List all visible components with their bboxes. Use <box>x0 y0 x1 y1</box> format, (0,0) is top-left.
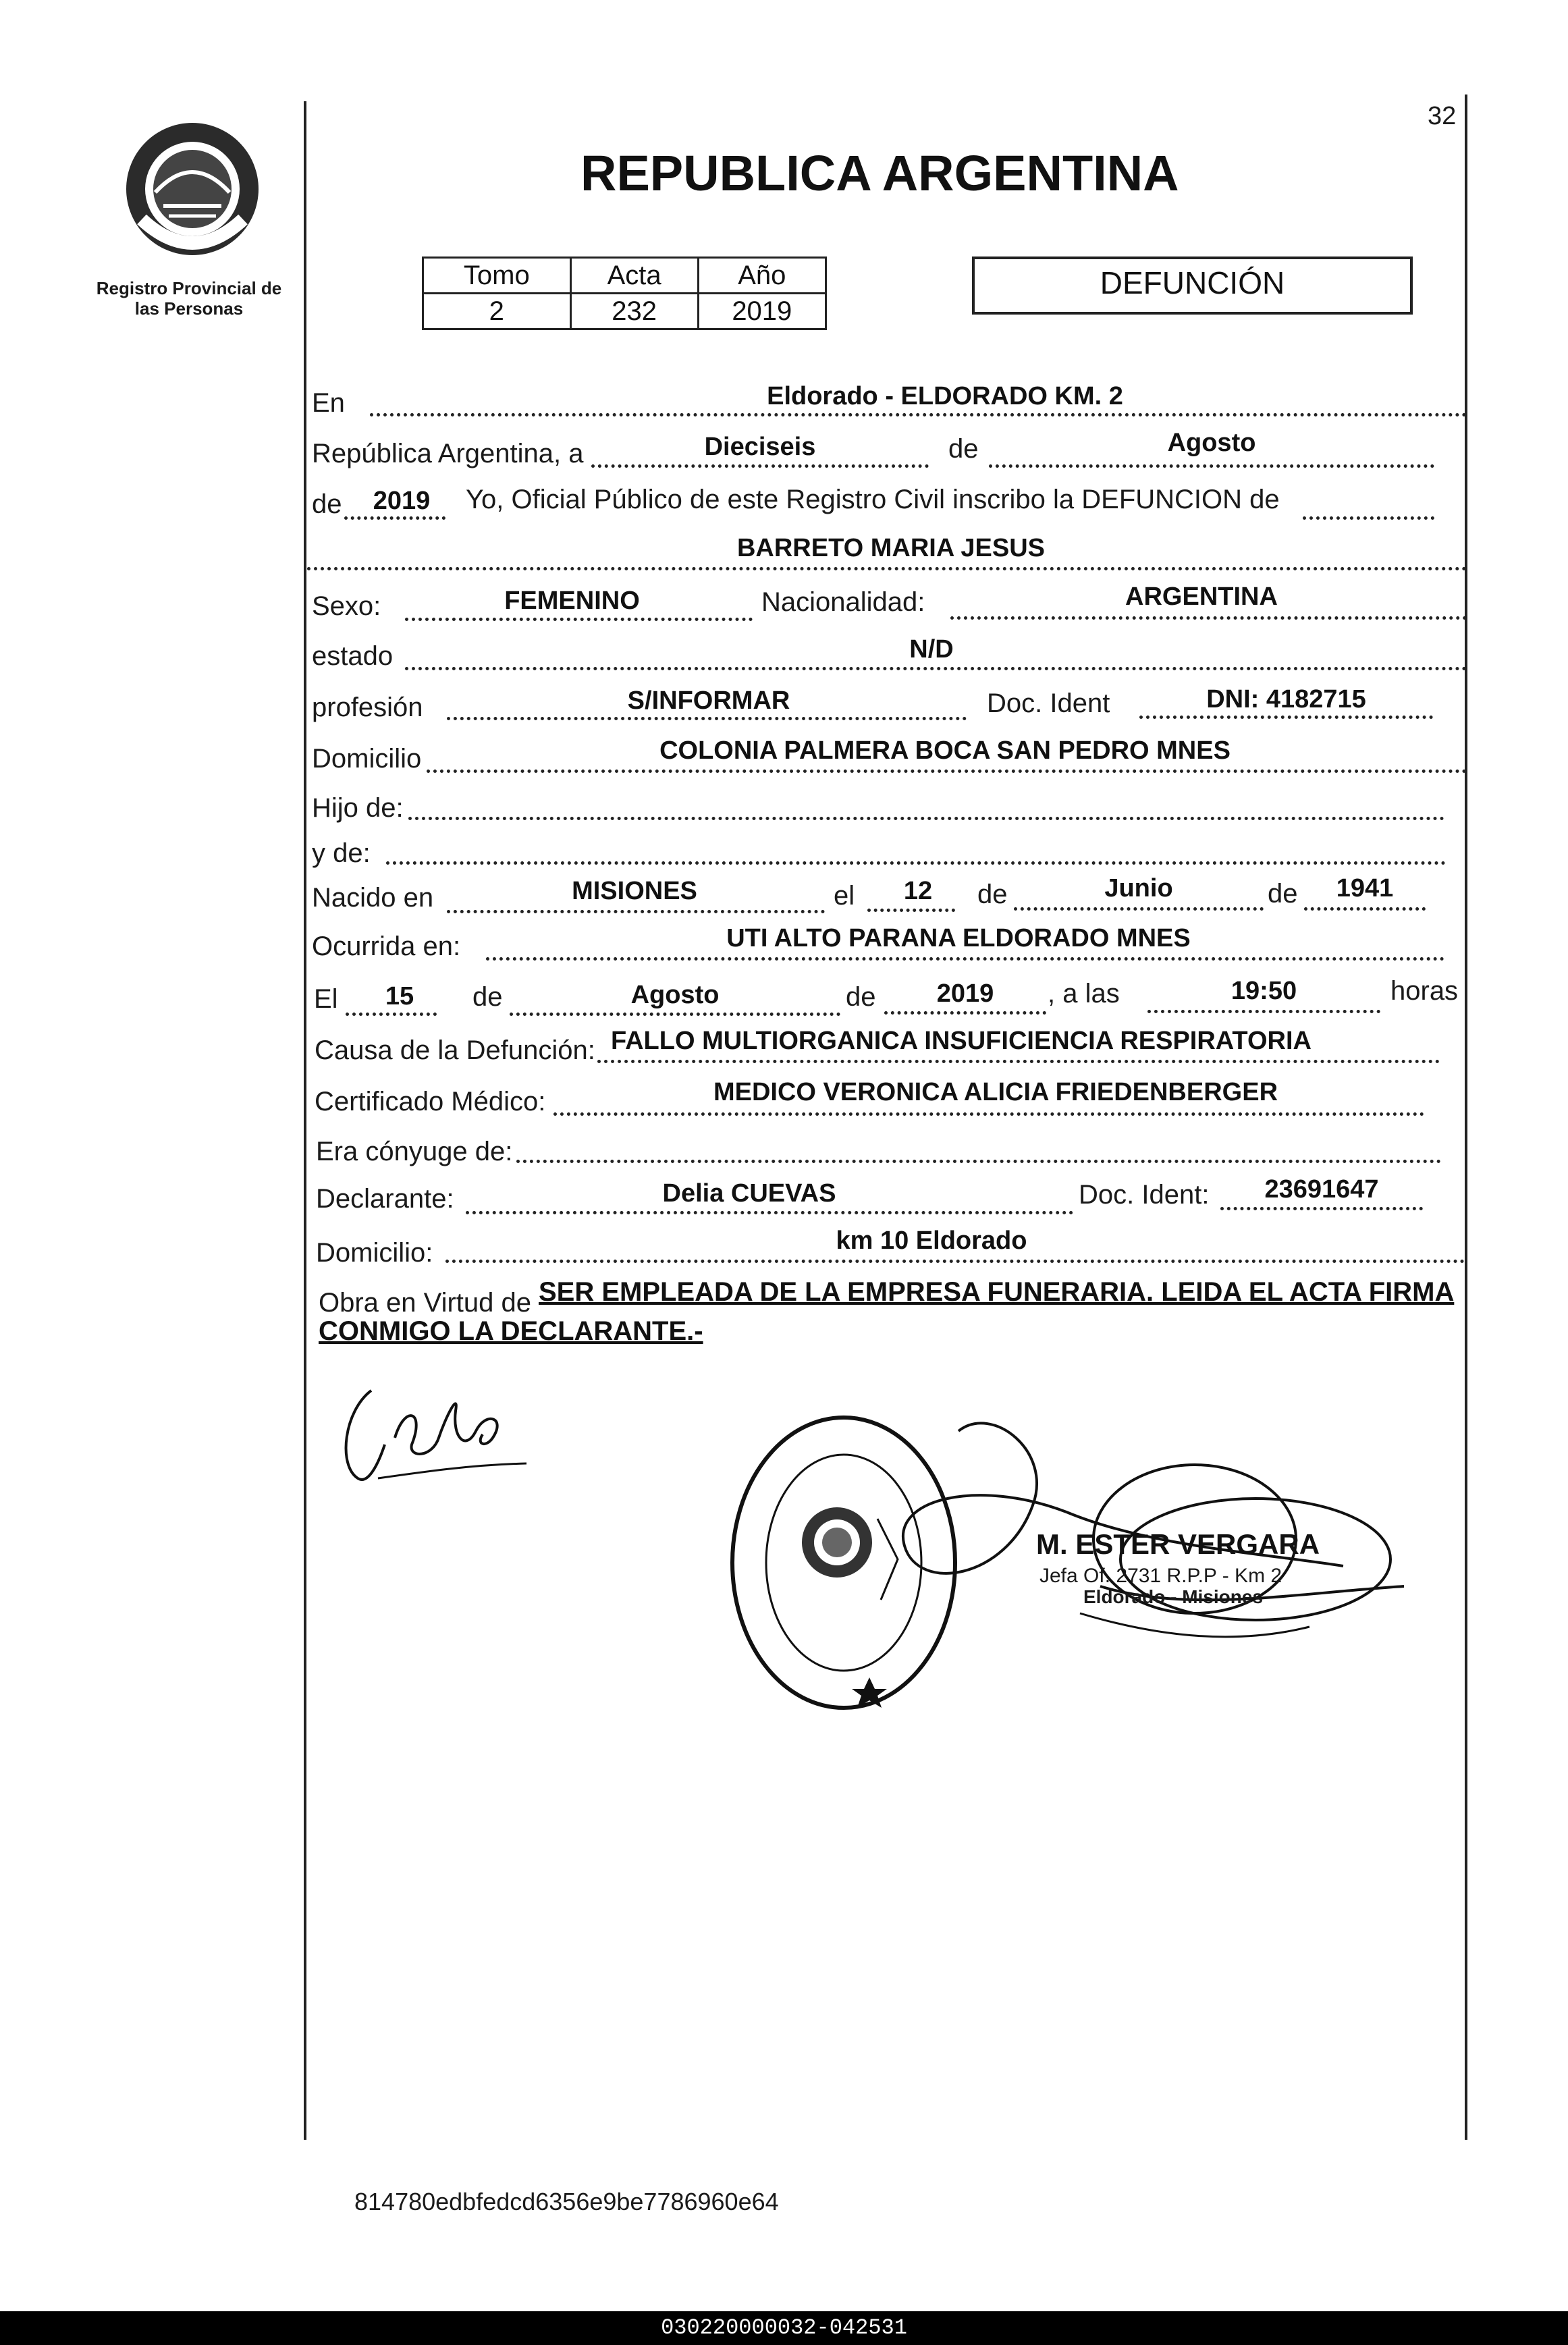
dotline-fallecio-dia <box>346 1013 437 1016</box>
anio-value: 2019 <box>698 294 826 329</box>
label-domicilio: Domicilio <box>312 744 422 774</box>
dotline-fallecio-anio <box>884 1011 1046 1015</box>
label-de-anio: de <box>312 489 342 519</box>
acta-value: 232 <box>570 294 698 329</box>
label-conyuge: Era cónyuge de: <box>316 1137 513 1166</box>
label-profesion: profesión <box>312 693 423 722</box>
label-de-mes: de <box>948 434 979 464</box>
dotline-fallecio-hora <box>1147 1010 1380 1013</box>
dotline-nacido-dia <box>867 909 955 912</box>
label-nacido-de-mes: de <box>977 880 1008 909</box>
dotline-nacido-mes <box>1014 907 1264 911</box>
label-declarante-doc: Doc. Ident: <box>1079 1180 1210 1210</box>
value-fallecio-mes: Agosto <box>630 981 720 1009</box>
dotline-declarante-domicilio <box>445 1260 1465 1263</box>
value-declarante: Delia CUEVAS <box>662 1179 836 1208</box>
page-title: REPUBLICA ARGENTINA <box>580 145 1179 201</box>
label-nacido-en: Nacido en <box>312 883 434 913</box>
misiones-seal-logo <box>115 111 270 260</box>
official-name: M. ESTER VERGARA <box>1036 1528 1320 1560</box>
value-causa: FALLO MULTIORGANICA INSUFICIENCIA RESPIRATORIA <box>611 1027 1312 1055</box>
dotline-defuncion-de <box>1303 516 1434 520</box>
value-estado: N/D <box>909 635 954 664</box>
label-sexo: Sexo: <box>312 591 381 621</box>
dotline-sexo <box>405 618 753 621</box>
dotline-nacionalidad <box>950 616 1467 620</box>
dotline-lugar <box>370 413 1467 416</box>
label-estado: estado <box>312 641 394 671</box>
dotline-nacido-en <box>447 910 825 913</box>
value-fallecio-hora: 19:50 <box>1231 977 1297 1005</box>
dotline-domicilio <box>427 770 1467 773</box>
value-declarante-doc: 23691647 <box>1264 1175 1379 1204</box>
dotline-anio <box>344 516 445 520</box>
label-declarante-domicilio: Domicilio: <box>316 1238 433 1268</box>
acta-header: Acta <box>570 258 698 294</box>
registry-name-line2: las Personas <box>134 298 244 319</box>
label-hijo-de: Hijo de: <box>312 793 404 823</box>
label-declarante: Declarante: <box>316 1184 454 1214</box>
value-nacido-dia: 12 <box>903 877 933 905</box>
page-number: 32 <box>1428 102 1457 130</box>
value-ocurrida-en: UTI ALTO PARANA ELDORADO MNES <box>726 924 1191 952</box>
label-fallecio-de-mes: de <box>472 982 503 1012</box>
value-obra-line2: CONMIGO LA DECLARANTE.- <box>319 1316 703 1346</box>
value-doc-ident: DNI: 4182715 <box>1206 685 1366 713</box>
dotline-y-de <box>386 861 1446 865</box>
dotline-doc-ident <box>1139 716 1433 719</box>
dotline-estado <box>405 667 1467 670</box>
value-nombre: BARRETO MARIA JESUS <box>736 534 1046 562</box>
value-nacionalidad: ARGENTINA <box>1125 583 1278 611</box>
dotline-profesion <box>447 717 967 720</box>
label-certificado: Certificado Médico: <box>315 1087 546 1116</box>
left-margin-line <box>304 101 306 2140</box>
tomo-header: Tomo <box>423 258 571 294</box>
registry-name-line1: Registro Provincial de <box>96 278 282 298</box>
value-lugar: Eldorado - ELDORADO KM. 2 <box>767 382 1123 410</box>
dotline-certificado <box>553 1112 1424 1116</box>
label-a-las: , a las <box>1048 979 1120 1008</box>
label-republica: República Argentina, a <box>312 439 584 468</box>
value-profesion: S/INFORMAR <box>627 686 790 715</box>
value-anio-registro: 2019 <box>373 487 431 515</box>
dotline-conyuge <box>516 1160 1441 1163</box>
value-nacido-en: MISIONES <box>572 877 697 905</box>
dotline-ocurrida-en <box>486 957 1444 961</box>
anio-header: Año <box>698 258 826 294</box>
dotline-nacido-anio <box>1304 907 1426 911</box>
value-dia-registro: Dieciseis <box>704 433 816 461</box>
dotline-fallecio-mes <box>510 1013 840 1016</box>
label-doc-ident: Doc. Ident <box>987 689 1110 718</box>
dotline-mes <box>989 464 1434 468</box>
value-nacido-anio: 1941 <box>1336 874 1394 902</box>
label-obra: Obra en Virtud de <box>319 1288 532 1318</box>
barcode-footer: 030220000032-042531 <box>0 2311 1568 2345</box>
value-obra-line1: SER EMPLEADA DE LA EMPRESA FUNERARIA. LEIDA EL ACTA FIRMA <box>539 1277 1455 1307</box>
reference-table <box>422 257 827 330</box>
value-domicilio: COLONIA PALMERA BOCA SAN PEDRO MNES <box>659 736 1231 765</box>
label-en: En <box>312 388 345 418</box>
label-yo-oficial: Yo, Oficial Público de este Registro Civil inscribo la DEFUNCION de <box>466 485 1280 514</box>
value-mes-registro: Agosto <box>1167 429 1256 457</box>
dotline-dia <box>591 464 929 468</box>
label-causa: Causa de la Defunción: <box>315 1035 595 1065</box>
label-y-de: y de: <box>312 838 371 868</box>
value-certificado: MEDICO VERONICA ALICIA FRIEDENBERGER <box>713 1078 1278 1106</box>
label-nacionalidad: Nacionalidad: <box>761 587 925 617</box>
document-type: DEFUNCIÓN <box>1100 265 1285 300</box>
tomo-value: 2 <box>423 294 571 329</box>
value-nacido-mes: Junio <box>1104 874 1173 902</box>
declarant-signature <box>331 1364 547 1499</box>
document-hash: 814780edbfedcd6356e9be7786960e64 <box>354 2188 779 2215</box>
value-sexo: FEMENINO <box>504 587 640 615</box>
value-fallecio-dia: 15 <box>385 982 414 1010</box>
dotline-causa <box>597 1060 1440 1063</box>
label-ocurrida-en: Ocurrida en: <box>312 932 461 961</box>
label-fallecio-de-anio: de <box>846 982 876 1012</box>
label-horas: horas <box>1390 976 1459 1006</box>
value-declarante-domicilio: km 10 Eldorado <box>836 1227 1027 1255</box>
label-el: El <box>314 984 338 1014</box>
official-place: Eldorado - Misiones <box>1083 1586 1264 1607</box>
dotline-nombre <box>307 567 1467 570</box>
value-fallecio-anio: 2019 <box>936 979 994 1008</box>
right-margin-line <box>1465 95 1467 2140</box>
official-title: Jefa Of. 2731 R.P.P - Km 2 <box>1039 1565 1282 1587</box>
label-nacido-el: el <box>834 881 855 911</box>
dotline-hijo-de <box>408 817 1444 820</box>
label-nacido-de-anio: de <box>1268 879 1298 909</box>
dotline-declarante-doc <box>1220 1207 1423 1210</box>
dotline-declarante <box>466 1211 1073 1214</box>
